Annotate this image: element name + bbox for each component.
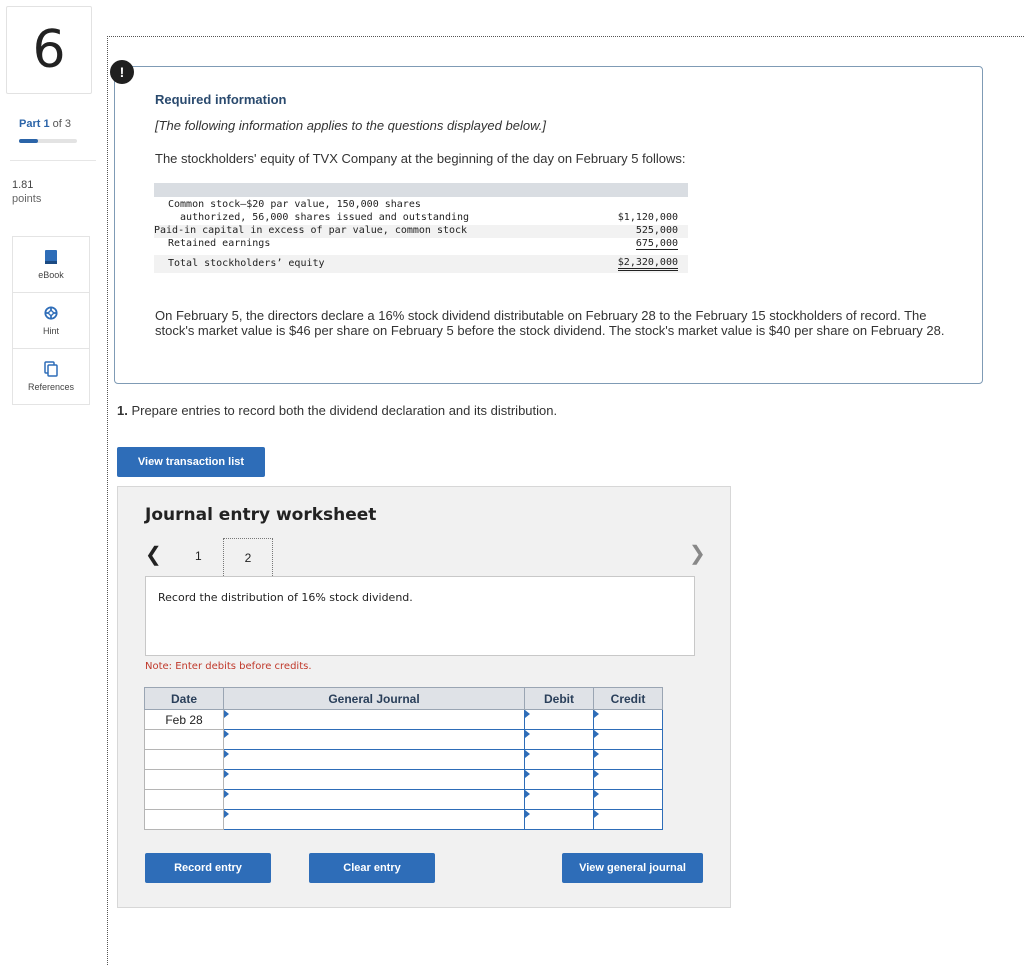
journal-row bbox=[145, 730, 663, 750]
equity-row-label: Common stock—$20 par value, 150,000 shares bbox=[168, 199, 421, 210]
account-input[interactable] bbox=[224, 790, 525, 810]
equity-row bbox=[154, 212, 688, 225]
col-credit: Credit bbox=[594, 688, 663, 710]
part-progress-bar bbox=[19, 139, 77, 143]
cell-marker-icon bbox=[525, 710, 530, 718]
journal-row bbox=[145, 810, 663, 830]
equity-row-amount: 675,000 bbox=[635, 238, 678, 249]
date-cell[interactable]: Feb 28 bbox=[145, 710, 224, 730]
equity-row bbox=[154, 199, 688, 212]
equity-row bbox=[154, 238, 688, 251]
record-entry-button[interactable]: Record entry bbox=[145, 853, 271, 883]
lifebuoy-icon bbox=[44, 305, 58, 321]
part-total: of 3 bbox=[52, 118, 72, 130]
equity-row-amount: 525,000 bbox=[635, 225, 678, 236]
date-cell[interactable] bbox=[145, 730, 224, 750]
chevron-left-icon[interactable]: ❮ bbox=[145, 544, 162, 566]
cell-marker-icon bbox=[224, 730, 229, 738]
alert-icon: ! bbox=[110, 60, 134, 84]
points-label: points bbox=[12, 193, 42, 205]
date-cell[interactable] bbox=[145, 790, 224, 810]
divider bbox=[10, 160, 96, 161]
credit-input[interactable] bbox=[594, 750, 663, 770]
cell-marker-icon bbox=[594, 790, 599, 798]
part-indicator bbox=[19, 118, 71, 130]
cell-marker-icon bbox=[525, 750, 530, 758]
col-debit: Debit bbox=[525, 688, 594, 710]
cell-marker-icon bbox=[224, 750, 229, 758]
debit-input[interactable] bbox=[525, 730, 594, 750]
intro-text: The stockholders' equity of TVX Company at the beginning of the day on February 5 follows: bbox=[155, 151, 686, 166]
debit-input[interactable] bbox=[525, 770, 594, 790]
part-prefix: Part bbox=[19, 118, 41, 130]
cell-marker-icon bbox=[594, 710, 599, 718]
journal-row bbox=[145, 710, 663, 730]
cell-marker-icon bbox=[224, 790, 229, 798]
view-general-journal-button[interactable]: View general journal bbox=[562, 853, 703, 883]
ebook-button[interactable] bbox=[13, 237, 89, 293]
col-general-journal: General Journal bbox=[224, 688, 525, 710]
date-cell[interactable] bbox=[145, 810, 224, 830]
entry-description: Record the distribution of 16% stock dividend. bbox=[158, 591, 413, 604]
book-icon bbox=[44, 249, 58, 265]
journal-row bbox=[145, 770, 663, 790]
cell-marker-icon bbox=[525, 730, 530, 738]
journal-row bbox=[145, 750, 663, 770]
equity-row-total bbox=[154, 255, 688, 273]
credit-input[interactable] bbox=[594, 770, 663, 790]
points-value: 1.81 bbox=[12, 179, 34, 191]
worksheet-title: Journal entry worksheet bbox=[145, 505, 377, 525]
account-input[interactable] bbox=[224, 750, 525, 770]
dividend-paragraph: On February 5, the directors declare a 16% stock dividend distributable on February 28 to the February 15 stockholders of record. The stock's market value is $46 per share on February 5 before the stock dividend. The stock's market value is $40 per share on February 28. bbox=[155, 308, 945, 338]
account-input[interactable] bbox=[224, 770, 525, 790]
credit-input[interactable] bbox=[594, 810, 663, 830]
entry-note: Note: Enter debits before credits. bbox=[145, 661, 312, 672]
equity-row-amount: $2,320,000 bbox=[618, 257, 678, 271]
debit-input[interactable] bbox=[525, 710, 594, 730]
question-number-label: 1. bbox=[117, 403, 128, 418]
ebook-label: eBook bbox=[38, 270, 64, 280]
equity-row-label: Total stockholders’ equity bbox=[168, 258, 325, 269]
cell-marker-icon bbox=[594, 770, 599, 778]
chevron-right-icon[interactable]: ❯ bbox=[689, 543, 706, 565]
journal-table bbox=[144, 687, 663, 830]
equity-row-label: Retained earnings bbox=[168, 238, 271, 249]
equity-row-label: Paid-in capital in excess of par value, common stock bbox=[154, 225, 468, 236]
account-input[interactable] bbox=[224, 730, 525, 750]
debit-input[interactable] bbox=[525, 790, 594, 810]
references-label: References bbox=[27, 382, 75, 392]
debit-input[interactable] bbox=[525, 750, 594, 770]
part-progress-fill bbox=[19, 139, 38, 143]
references-button[interactable] bbox=[13, 349, 89, 404]
hint-button[interactable] bbox=[13, 293, 89, 349]
account-input[interactable] bbox=[224, 710, 525, 730]
required-info-subtitle: [The following information applies to the questions displayed below.] bbox=[155, 118, 546, 133]
credit-input[interactable] bbox=[594, 710, 663, 730]
date-cell[interactable] bbox=[145, 770, 224, 790]
equity-row-label: authorized, 56,000 shares issued and outstanding bbox=[168, 212, 470, 223]
cell-marker-icon bbox=[525, 770, 530, 778]
cell-marker-icon bbox=[224, 810, 229, 818]
debit-input[interactable] bbox=[525, 810, 594, 830]
account-input[interactable] bbox=[224, 810, 525, 830]
required-info-title: Required information bbox=[155, 92, 287, 107]
view-transaction-list-button[interactable]: View transaction list bbox=[117, 447, 265, 477]
part-current: 1 bbox=[43, 118, 50, 130]
date-cell[interactable] bbox=[145, 750, 224, 770]
cell-marker-icon bbox=[594, 730, 599, 738]
cell-marker-icon bbox=[224, 710, 229, 718]
equity-row bbox=[154, 225, 688, 238]
equity-row-amount: $1,120,000 bbox=[617, 212, 678, 223]
journal-header-row bbox=[145, 688, 663, 710]
question-prompt bbox=[117, 403, 557, 418]
cell-marker-icon bbox=[525, 810, 530, 818]
question-number: 6 bbox=[6, 6, 92, 94]
credit-input[interactable] bbox=[594, 790, 663, 810]
frame-divider-horizontal bbox=[107, 36, 1024, 37]
copy-icon bbox=[44, 361, 58, 377]
entry-description-box bbox=[145, 576, 695, 656]
worksheet-page-2[interactable]: 2 bbox=[223, 538, 273, 578]
tools-panel bbox=[12, 236, 90, 405]
cell-marker-icon bbox=[224, 770, 229, 778]
question-text: Prepare entries to record both the dividend declaration and its distribution. bbox=[127, 403, 558, 418]
equity-table bbox=[154, 183, 688, 277]
cell-marker-icon bbox=[594, 750, 599, 758]
worksheet-page-1[interactable]: 1 bbox=[195, 549, 202, 563]
credit-input[interactable] bbox=[594, 730, 663, 750]
clear-entry-button[interactable]: Clear entry bbox=[309, 853, 435, 883]
cell-marker-icon bbox=[594, 810, 599, 818]
col-date: Date bbox=[145, 688, 224, 710]
equity-table-header bbox=[154, 183, 688, 197]
cell-marker-icon bbox=[525, 790, 530, 798]
journal-row bbox=[145, 790, 663, 810]
hint-label: Hint bbox=[42, 326, 59, 336]
frame-divider-vertical bbox=[107, 36, 108, 965]
